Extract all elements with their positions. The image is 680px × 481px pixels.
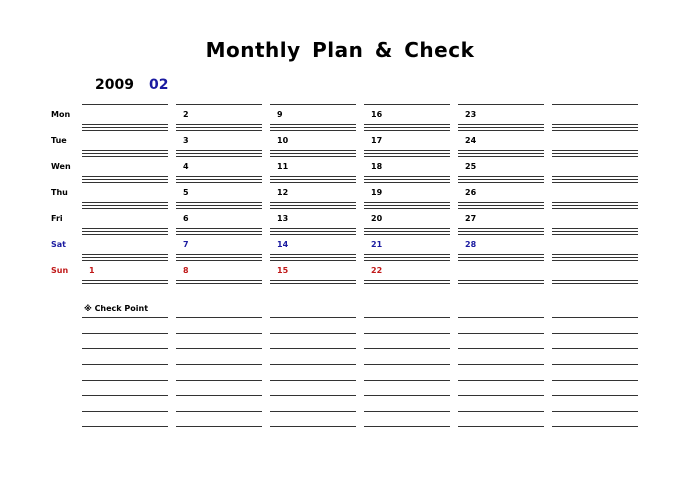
cell-line xyxy=(82,156,168,157)
date-number: 2 xyxy=(183,110,189,119)
check-point-line xyxy=(552,395,638,396)
cell-line xyxy=(270,280,356,281)
cell-line xyxy=(552,260,638,261)
year-label: 2009 xyxy=(95,77,134,93)
date-number: 19 xyxy=(371,188,383,197)
cell-line xyxy=(270,127,356,128)
check-point-line xyxy=(552,426,638,427)
cell-line xyxy=(364,257,450,258)
check-point-line xyxy=(364,333,450,334)
cell-line xyxy=(82,283,168,284)
check-point-line xyxy=(176,395,262,396)
date-number: 11 xyxy=(277,162,289,171)
cell-line xyxy=(176,127,262,128)
cell-line xyxy=(176,208,262,209)
cell-line xyxy=(458,202,544,203)
check-point-line xyxy=(82,426,168,427)
day-label-wen: Wen xyxy=(51,162,71,171)
check-point-line xyxy=(82,411,168,412)
check-point-line xyxy=(82,380,168,381)
cell-line xyxy=(82,124,168,125)
cell-line xyxy=(552,228,638,229)
cell-line xyxy=(82,179,168,180)
check-point-line xyxy=(364,426,450,427)
date-number: 10 xyxy=(277,136,289,145)
date-number: 6 xyxy=(183,214,189,223)
cell-line xyxy=(270,104,356,105)
cell-line xyxy=(458,208,544,209)
cell-line xyxy=(364,156,450,157)
date-number: 8 xyxy=(183,266,189,275)
check-point-line xyxy=(176,411,262,412)
cell-line xyxy=(364,205,450,206)
check-point-line xyxy=(364,411,450,412)
month-label: 02 xyxy=(149,77,169,93)
cell-line xyxy=(552,130,638,131)
cell-line xyxy=(552,124,638,125)
check-point-line xyxy=(82,317,168,318)
cell-line xyxy=(552,234,638,235)
cell-line xyxy=(364,202,450,203)
cell-line xyxy=(82,254,168,255)
cell-line xyxy=(458,104,544,105)
cell-line xyxy=(458,228,544,229)
cell-line xyxy=(82,182,168,183)
check-point-line xyxy=(458,348,544,349)
cell-line xyxy=(552,153,638,154)
check-point-line xyxy=(176,317,262,318)
cell-line xyxy=(552,254,638,255)
check-point-line xyxy=(458,364,544,365)
date-number: 28 xyxy=(465,240,477,249)
cell-line xyxy=(364,104,450,105)
cell-line xyxy=(458,182,544,183)
date-number: 3 xyxy=(183,136,189,145)
check-point-line xyxy=(176,426,262,427)
check-point-line xyxy=(82,348,168,349)
check-point-line xyxy=(552,333,638,334)
cell-line xyxy=(82,127,168,128)
check-point-line xyxy=(364,348,450,349)
date-number: 5 xyxy=(183,188,189,197)
check-point-line xyxy=(458,395,544,396)
cell-line xyxy=(270,283,356,284)
check-point-line xyxy=(458,411,544,412)
cell-line xyxy=(458,156,544,157)
date-number: 18 xyxy=(371,162,383,171)
cell-line xyxy=(82,228,168,229)
page-title: Monthly Plan & Check xyxy=(205,38,475,62)
cell-line xyxy=(458,254,544,255)
cell-line xyxy=(82,153,168,154)
cell-line xyxy=(176,283,262,284)
date-number: 15 xyxy=(277,266,289,275)
cell-line xyxy=(364,254,450,255)
cell-line xyxy=(458,257,544,258)
check-point-line xyxy=(364,380,450,381)
cell-line xyxy=(176,257,262,258)
cell-line xyxy=(458,260,544,261)
cell-line xyxy=(458,234,544,235)
check-point-line xyxy=(552,411,638,412)
check-point-label: ※ Check Point xyxy=(84,304,149,313)
cell-line xyxy=(458,283,544,284)
cell-line xyxy=(364,228,450,229)
cell-line xyxy=(176,179,262,180)
check-point-line xyxy=(270,380,356,381)
check-point-line xyxy=(364,395,450,396)
cell-line xyxy=(364,150,450,151)
cell-line xyxy=(364,130,450,131)
check-point-line xyxy=(458,426,544,427)
cell-line xyxy=(458,130,544,131)
cell-line xyxy=(364,176,450,177)
check-point-line xyxy=(82,364,168,365)
cell-line xyxy=(458,153,544,154)
day-label-sat: Sat xyxy=(51,240,66,249)
cell-line xyxy=(82,104,168,105)
cell-line xyxy=(552,179,638,180)
check-point-line xyxy=(82,395,168,396)
date-number: 17 xyxy=(371,136,383,145)
cell-line xyxy=(270,228,356,229)
cell-line xyxy=(176,150,262,151)
cell-line xyxy=(176,182,262,183)
cell-line xyxy=(270,205,356,206)
cell-line xyxy=(458,205,544,206)
cell-line xyxy=(364,182,450,183)
cell-line xyxy=(458,179,544,180)
cell-line xyxy=(176,130,262,131)
check-point-line xyxy=(270,426,356,427)
check-point-line xyxy=(552,317,638,318)
day-label-thu: Thu xyxy=(51,188,68,197)
cell-line xyxy=(270,208,356,209)
date-number: 14 xyxy=(277,240,289,249)
cell-line xyxy=(176,231,262,232)
cell-line xyxy=(364,231,450,232)
date-number: 20 xyxy=(371,214,383,223)
cell-line xyxy=(270,179,356,180)
date-number: 12 xyxy=(277,188,289,197)
cell-line xyxy=(270,130,356,131)
cell-line xyxy=(270,231,356,232)
date-number: 9 xyxy=(277,110,283,119)
cell-line xyxy=(82,280,168,281)
cell-line xyxy=(270,254,356,255)
cell-line xyxy=(364,208,450,209)
cell-line xyxy=(552,150,638,151)
check-point-line xyxy=(552,364,638,365)
cell-line xyxy=(364,283,450,284)
cell-line xyxy=(552,280,638,281)
check-point-line xyxy=(270,333,356,334)
date-number: 21 xyxy=(371,240,383,249)
check-point-line xyxy=(364,364,450,365)
cell-line xyxy=(552,205,638,206)
cell-line xyxy=(82,257,168,258)
date-number: 22 xyxy=(371,266,383,275)
cell-line xyxy=(364,234,450,235)
cell-line xyxy=(270,234,356,235)
cell-line xyxy=(552,208,638,209)
check-point-line xyxy=(458,333,544,334)
cell-line xyxy=(552,104,638,105)
day-label-sun: Sun xyxy=(51,266,69,275)
check-point-line xyxy=(552,348,638,349)
check-point-line xyxy=(176,333,262,334)
day-label-tue: Tue xyxy=(51,136,67,145)
cell-line xyxy=(552,176,638,177)
cell-line xyxy=(82,176,168,177)
check-point-line xyxy=(270,364,356,365)
cell-line xyxy=(458,150,544,151)
cell-line xyxy=(176,280,262,281)
cell-line xyxy=(458,231,544,232)
cell-line xyxy=(270,260,356,261)
cell-line xyxy=(552,127,638,128)
cell-line xyxy=(270,156,356,157)
cell-line xyxy=(270,202,356,203)
cell-line xyxy=(270,176,356,177)
cell-line xyxy=(270,153,356,154)
cell-line xyxy=(82,150,168,151)
cell-line xyxy=(176,202,262,203)
cell-line xyxy=(176,234,262,235)
cell-line xyxy=(82,234,168,235)
cell-line xyxy=(82,260,168,261)
check-point-line xyxy=(176,348,262,349)
check-point-line xyxy=(270,411,356,412)
date-number: 27 xyxy=(465,214,477,223)
cell-line xyxy=(176,260,262,261)
check-point-line xyxy=(552,380,638,381)
date-number: 13 xyxy=(277,214,289,223)
date-number: 1 xyxy=(89,266,95,275)
cell-line xyxy=(82,130,168,131)
cell-line xyxy=(270,150,356,151)
cell-line xyxy=(458,280,544,281)
check-point-line xyxy=(270,395,356,396)
check-point-line xyxy=(270,317,356,318)
date-number: 26 xyxy=(465,188,477,197)
cell-line xyxy=(82,208,168,209)
cell-line xyxy=(364,280,450,281)
cell-line xyxy=(270,182,356,183)
cell-line xyxy=(176,153,262,154)
date-number: 16 xyxy=(371,110,383,119)
check-point-line xyxy=(270,348,356,349)
check-point-line xyxy=(364,317,450,318)
cell-line xyxy=(270,257,356,258)
cell-line xyxy=(552,257,638,258)
check-point-line xyxy=(458,380,544,381)
day-label-fri: Fri xyxy=(51,214,63,223)
cell-line xyxy=(176,254,262,255)
cell-line xyxy=(364,260,450,261)
cell-line xyxy=(176,124,262,125)
cell-line xyxy=(552,156,638,157)
cell-line xyxy=(82,202,168,203)
cell-line xyxy=(458,124,544,125)
cell-line xyxy=(176,176,262,177)
date-number: 25 xyxy=(465,162,477,171)
cell-line xyxy=(552,231,638,232)
cell-line xyxy=(82,205,168,206)
cell-line xyxy=(552,182,638,183)
cell-line xyxy=(364,153,450,154)
date-number: 7 xyxy=(183,240,189,249)
cell-line xyxy=(458,127,544,128)
cell-line xyxy=(364,124,450,125)
cell-line xyxy=(364,127,450,128)
cell-line xyxy=(176,228,262,229)
cell-line xyxy=(364,179,450,180)
check-point-line xyxy=(176,364,262,365)
date-number: 24 xyxy=(465,136,477,145)
day-label-mon: Mon xyxy=(51,110,71,119)
cell-line xyxy=(270,124,356,125)
cell-line xyxy=(176,205,262,206)
check-point-line xyxy=(176,380,262,381)
cell-line xyxy=(82,231,168,232)
cell-line xyxy=(176,104,262,105)
date-number: 23 xyxy=(465,110,477,119)
check-point-line xyxy=(82,333,168,334)
check-point-line xyxy=(458,317,544,318)
cell-line xyxy=(552,283,638,284)
cell-line xyxy=(458,176,544,177)
date-number: 4 xyxy=(183,162,189,171)
cell-line xyxy=(176,156,262,157)
cell-line xyxy=(552,202,638,203)
